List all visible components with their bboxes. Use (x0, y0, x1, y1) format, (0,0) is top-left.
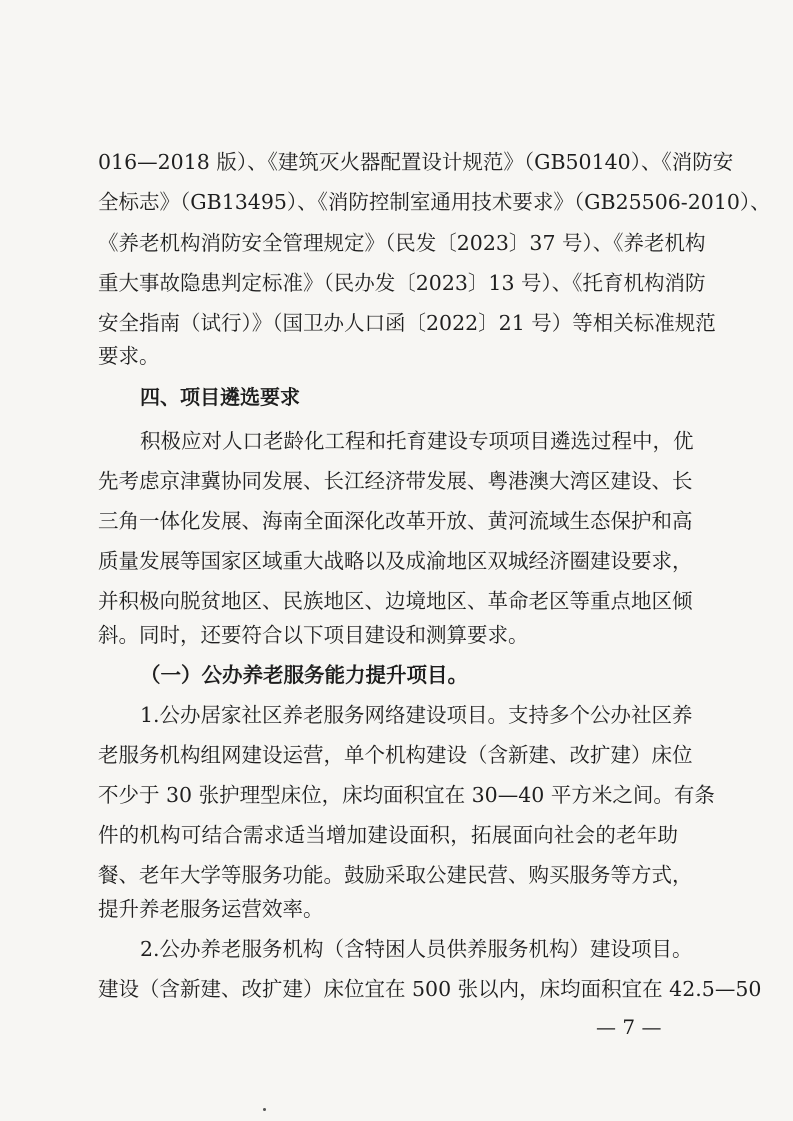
text-line-6: 要求。 (98, 344, 160, 368)
page-number: — 7 — (596, 1015, 662, 1039)
text-line-1: 016—2018 版）、《建筑灭火器配置设计规范》（GB50140）、《消防安 (98, 150, 734, 174)
text-line-11: 质量发展等国家区域重大战略以及成渝地区双城经济圈建设要求， (98, 549, 693, 573)
section-heading: 四、项目遴选要求 (140, 385, 300, 409)
text-line-4: 重大事故隐患判定标准》（民办发〔2023〕13 号）、《托育机构消防 (98, 271, 706, 295)
text-line-5: 安全指南（试行）》（国卫办人口函〔2022〕21 号）等相关标准规范 (98, 311, 716, 335)
text-line-17: 不少于 30 张护理型床位，床均面积宜在 30—40 平方米之间。有条 (98, 783, 715, 807)
text-line-19: 餐、老年大学等服务功能。鼓励采取公建民营、购买服务等方式， (98, 863, 693, 887)
text-line-10: 三角一体化发展、海南全面深化改革开放、黄河流域生态保护和高 (98, 509, 693, 533)
text-line-8: 积极应对人口老龄化工程和托育建设专项项目遴选过程中，优 (140, 429, 694, 453)
subsection-heading: （一）公办养老服务能力提升项目。 (140, 663, 468, 687)
text-line-9: 先考虑京津冀协同发展、长江经济带发展、粤港澳大湾区建设、长 (98, 469, 693, 493)
scan-speck (263, 1108, 266, 1111)
text-line-16: 老服务机构组网建设运营，单个机构建设（含新建、改扩建）床位 (98, 743, 693, 767)
text-line-15: 1.公办居家社区养老服务网络建设项目。支持多个公办社区养 (140, 703, 693, 727)
text-line-3: 《养老机构消防安全管理规定》（民发〔2023〕37 号）、《养老机构 (98, 231, 706, 255)
text-line-18: 件的机构可结合需求适当增加建设面积，拓展面向社会的老年助 (98, 823, 678, 847)
text-line-12: 并积极向脱贫地区、民族地区、边境地区、革命老区等重点地区倾 (98, 589, 693, 613)
text-line-21: 2.公办养老服务机构（含特困人员供养服务机构）建设项目。 (140, 937, 693, 961)
text-line-13: 斜。同时，还要符合以下项目建设和测算要求。 (98, 623, 529, 647)
text-line-22: 建设（含新建、改扩建）床位宜在 500 张以内，床均面积宜在 42.5—50 (98, 977, 762, 1001)
text-line-20: 提升养老服务运营效率。 (98, 897, 324, 921)
text-line-2: 全标志》（GB13495）、《消防控制室通用技术要求》（GB25506-2010）、 (98, 190, 771, 214)
